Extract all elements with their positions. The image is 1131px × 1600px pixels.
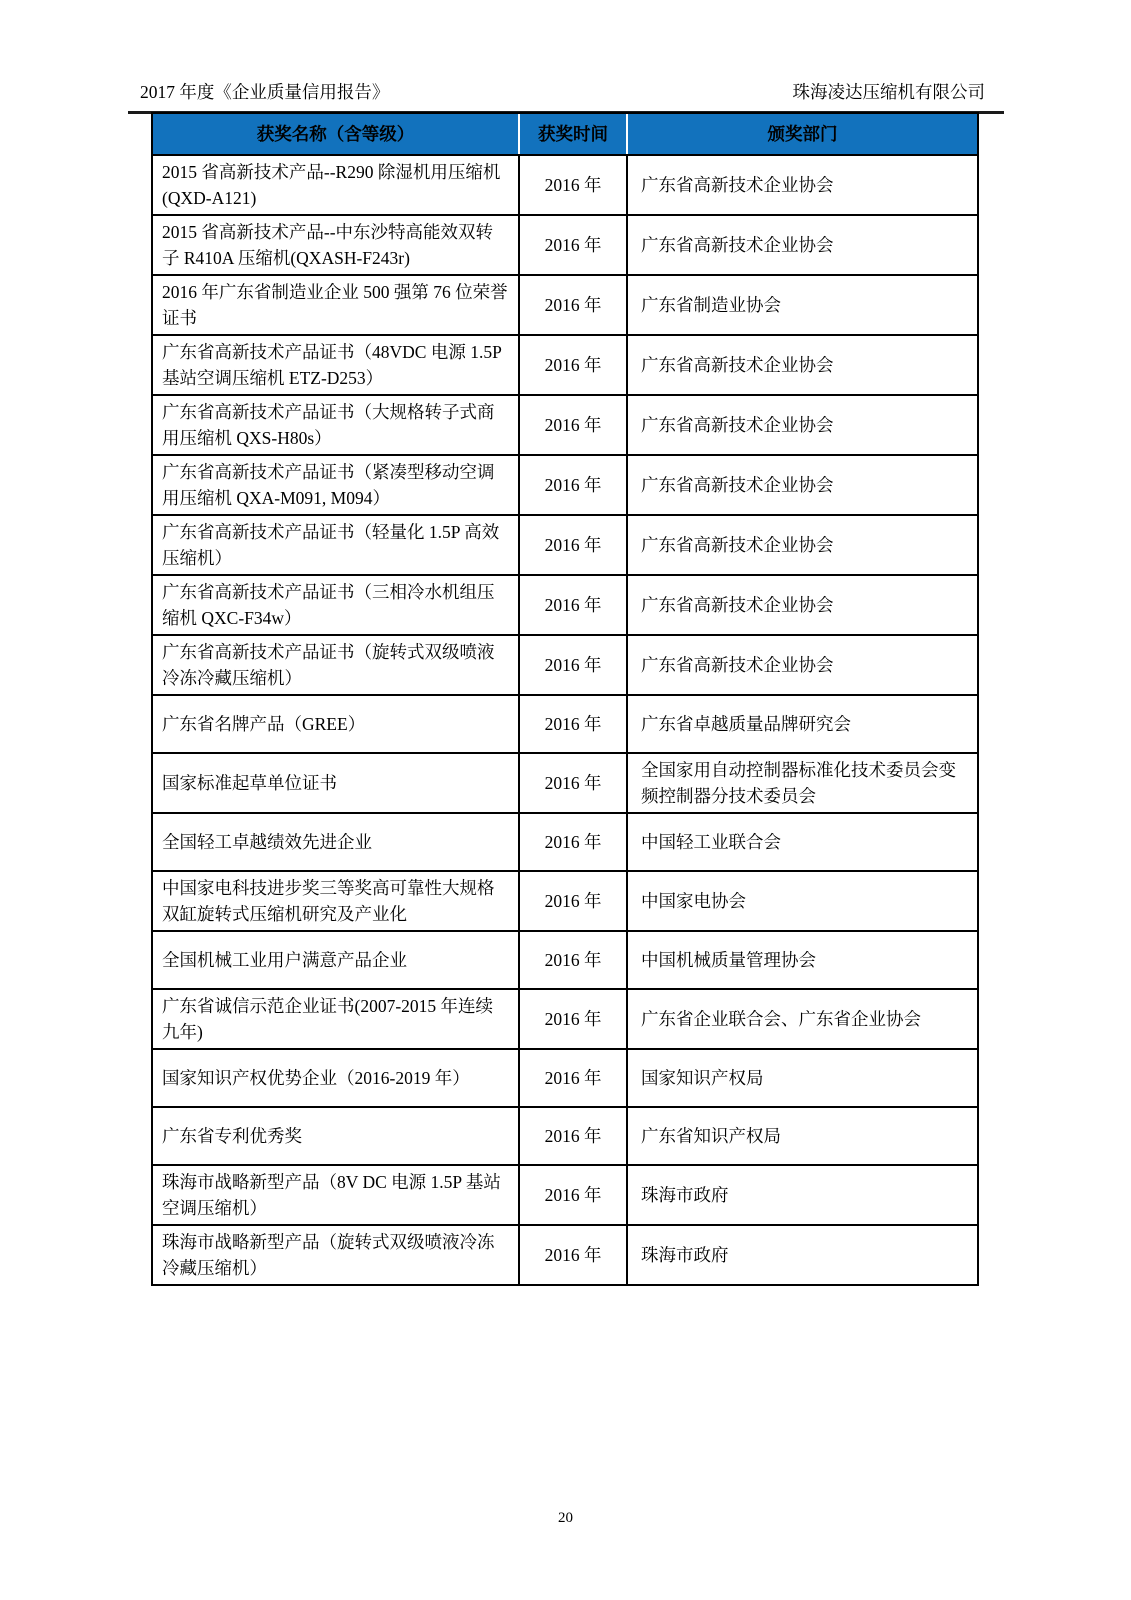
award-name-cell: 2016 年广东省制造业企业 500 强第 76 位荣誉证书 [162,282,508,328]
table-row [153,1106,977,1164]
award-time-cell: 2016 年 [518,576,626,634]
award-name-cell: 广东省名牌产品（GREE） [162,714,366,734]
award-name-cell: 广东省高新技术产品证书（紧凑型移动空调用压缩机 QXA-M091, M094） [162,462,495,508]
table-row [153,930,977,988]
award-time-cell: 2016 年 [518,396,626,454]
running-header [128,79,1004,114]
award-name-cell: 珠海市战略新型产品（8V DC 电源 1.5P 基站空调压缩机） [162,1172,501,1218]
awarding-department-cell: 广东省制造业协会 [626,276,977,334]
table-row [153,1224,977,1284]
awarding-department-cell: 广东省高新技术企业协会 [626,336,977,394]
awarding-department-cell: 中国轻工业联合会 [626,814,977,870]
award-time-cell: 2016 年 [518,1166,626,1224]
award-name-cell: 全国轻工卓越绩效先进企业 [162,832,372,852]
table-row [153,274,977,334]
table-row [153,454,977,514]
table-row [153,634,977,694]
award-time-cell: 2016 年 [518,872,626,930]
award-name-cell: 广东省高新技术产品证书（轻量化 1.5P 高效压缩机） [162,522,500,568]
awarding-department-cell: 广东省高新技术企业协会 [626,516,977,574]
page-footer [0,1510,1131,1527]
award-time-cell: 2016 年 [518,754,626,812]
award-name-cell: 广东省高新技术产品证书（三相冷水机组压缩机 QXC-F34w） [162,582,495,628]
award-name-cell: 2015 省高新技术产品--R290 除湿机用压缩机(QXD-A121) [162,162,501,208]
table-row [153,988,977,1048]
award-time-cell: 2016 年 [518,516,626,574]
award-name-cell: 广东省高新技术产品证书（旋转式双级喷液冷冻冷藏压缩机） [162,642,495,688]
award-name-cell: 珠海市战略新型产品（旋转式双级喷液冷冻冷藏压缩机） [162,1232,495,1278]
table-row [153,752,977,812]
awarding-department-cell: 全国家用自动控制器标准化技术委员会变频控制器分技术委员会 [626,754,977,812]
award-time-cell: 2016 年 [518,216,626,274]
awarding-department-cell: 国家知识产权局 [626,1050,977,1106]
table-row [153,334,977,394]
award-time-cell: 2016 年 [518,276,626,334]
award-time-cell: 2016 年 [518,696,626,752]
awarding-department-cell: 广东省知识产权局 [626,1108,977,1164]
column-header-award-time: 获奖时间 [518,114,626,154]
company-name: 珠海凌达压缩机有限公司 [792,82,985,102]
awarding-department-cell: 中国家电协会 [626,872,977,930]
table-row [153,514,977,574]
award-name-cell: 全国机械工业用户满意产品企业 [162,950,407,970]
awarding-department-cell: 广东省企业联合会、广东省企业协会 [626,990,977,1048]
award-name-cell: 广东省专利优秀奖 [162,1126,302,1146]
awarding-department-cell: 珠海市政府 [626,1226,977,1284]
awarding-department-cell: 广东省高新技术企业协会 [626,576,977,634]
table-row [153,812,977,870]
awarding-department-cell: 中国机械质量管理协会 [626,932,977,988]
table-row [153,574,977,634]
table-row [153,694,977,752]
awarding-department-cell: 珠海市政府 [626,1166,977,1224]
report-title: 2017 年度《企业质量信用报告》 [140,82,390,102]
awarding-department-cell: 广东省高新技术企业协会 [626,636,977,694]
award-time-cell: 2016 年 [518,156,626,214]
table-row [153,1164,977,1224]
award-time-cell: 2016 年 [518,814,626,870]
table-row [153,154,977,214]
award-time-cell: 2016 年 [518,456,626,514]
awarding-department-cell: 广东省高新技术企业协会 [626,156,977,214]
award-time-cell: 2016 年 [518,1050,626,1106]
award-time-cell: 2016 年 [518,1226,626,1284]
award-name-cell: 国家标准起草单位证书 [162,773,337,793]
award-name-cell: 广东省高新技术产品证书（48VDC 电源 1.5P 基站空调压缩机 ETZ-D253） [162,342,502,388]
column-header-awarding-department: 颁奖部门 [626,114,977,154]
table-header-row [153,114,977,154]
award-time-cell: 2016 年 [518,1108,626,1164]
award-name-cell: 广东省诚信示范企业证书(2007-2015 年连续九年) [162,996,494,1042]
award-time-cell: 2016 年 [518,932,626,988]
award-time-cell: 2016 年 [518,990,626,1048]
award-name-cell: 国家知识产权优势企业（2016-2019 年） [162,1068,470,1088]
award-name-cell: 广东省高新技术产品证书（大规格转子式商用压缩机 QXS-H80s） [162,402,495,448]
table-row [153,1048,977,1106]
awarding-department-cell: 广东省高新技术企业协会 [626,216,977,274]
page-number: 20 [558,1510,573,1526]
awarding-department-cell: 广东省高新技术企业协会 [626,396,977,454]
award-name-cell: 中国家电科技进步奖三等奖高可靠性大规格双缸旋转式压缩机研究及产业化 [162,878,495,924]
awarding-department-cell: 广东省卓越质量品牌研究会 [626,696,977,752]
table-row [153,870,977,930]
award-name-cell: 2015 省高新技术产品--中东沙特高能效双转子 R410A 压缩机(QXASH-F243r) [162,222,494,268]
award-time-cell: 2016 年 [518,336,626,394]
table-row [153,394,977,454]
column-header-award-name: 获奖名称（含等级） [256,124,415,144]
award-time-cell: 2016 年 [518,636,626,694]
table-row [153,214,977,274]
awarding-department-cell: 广东省高新技术企业协会 [626,456,977,514]
awards-table [151,112,979,1286]
